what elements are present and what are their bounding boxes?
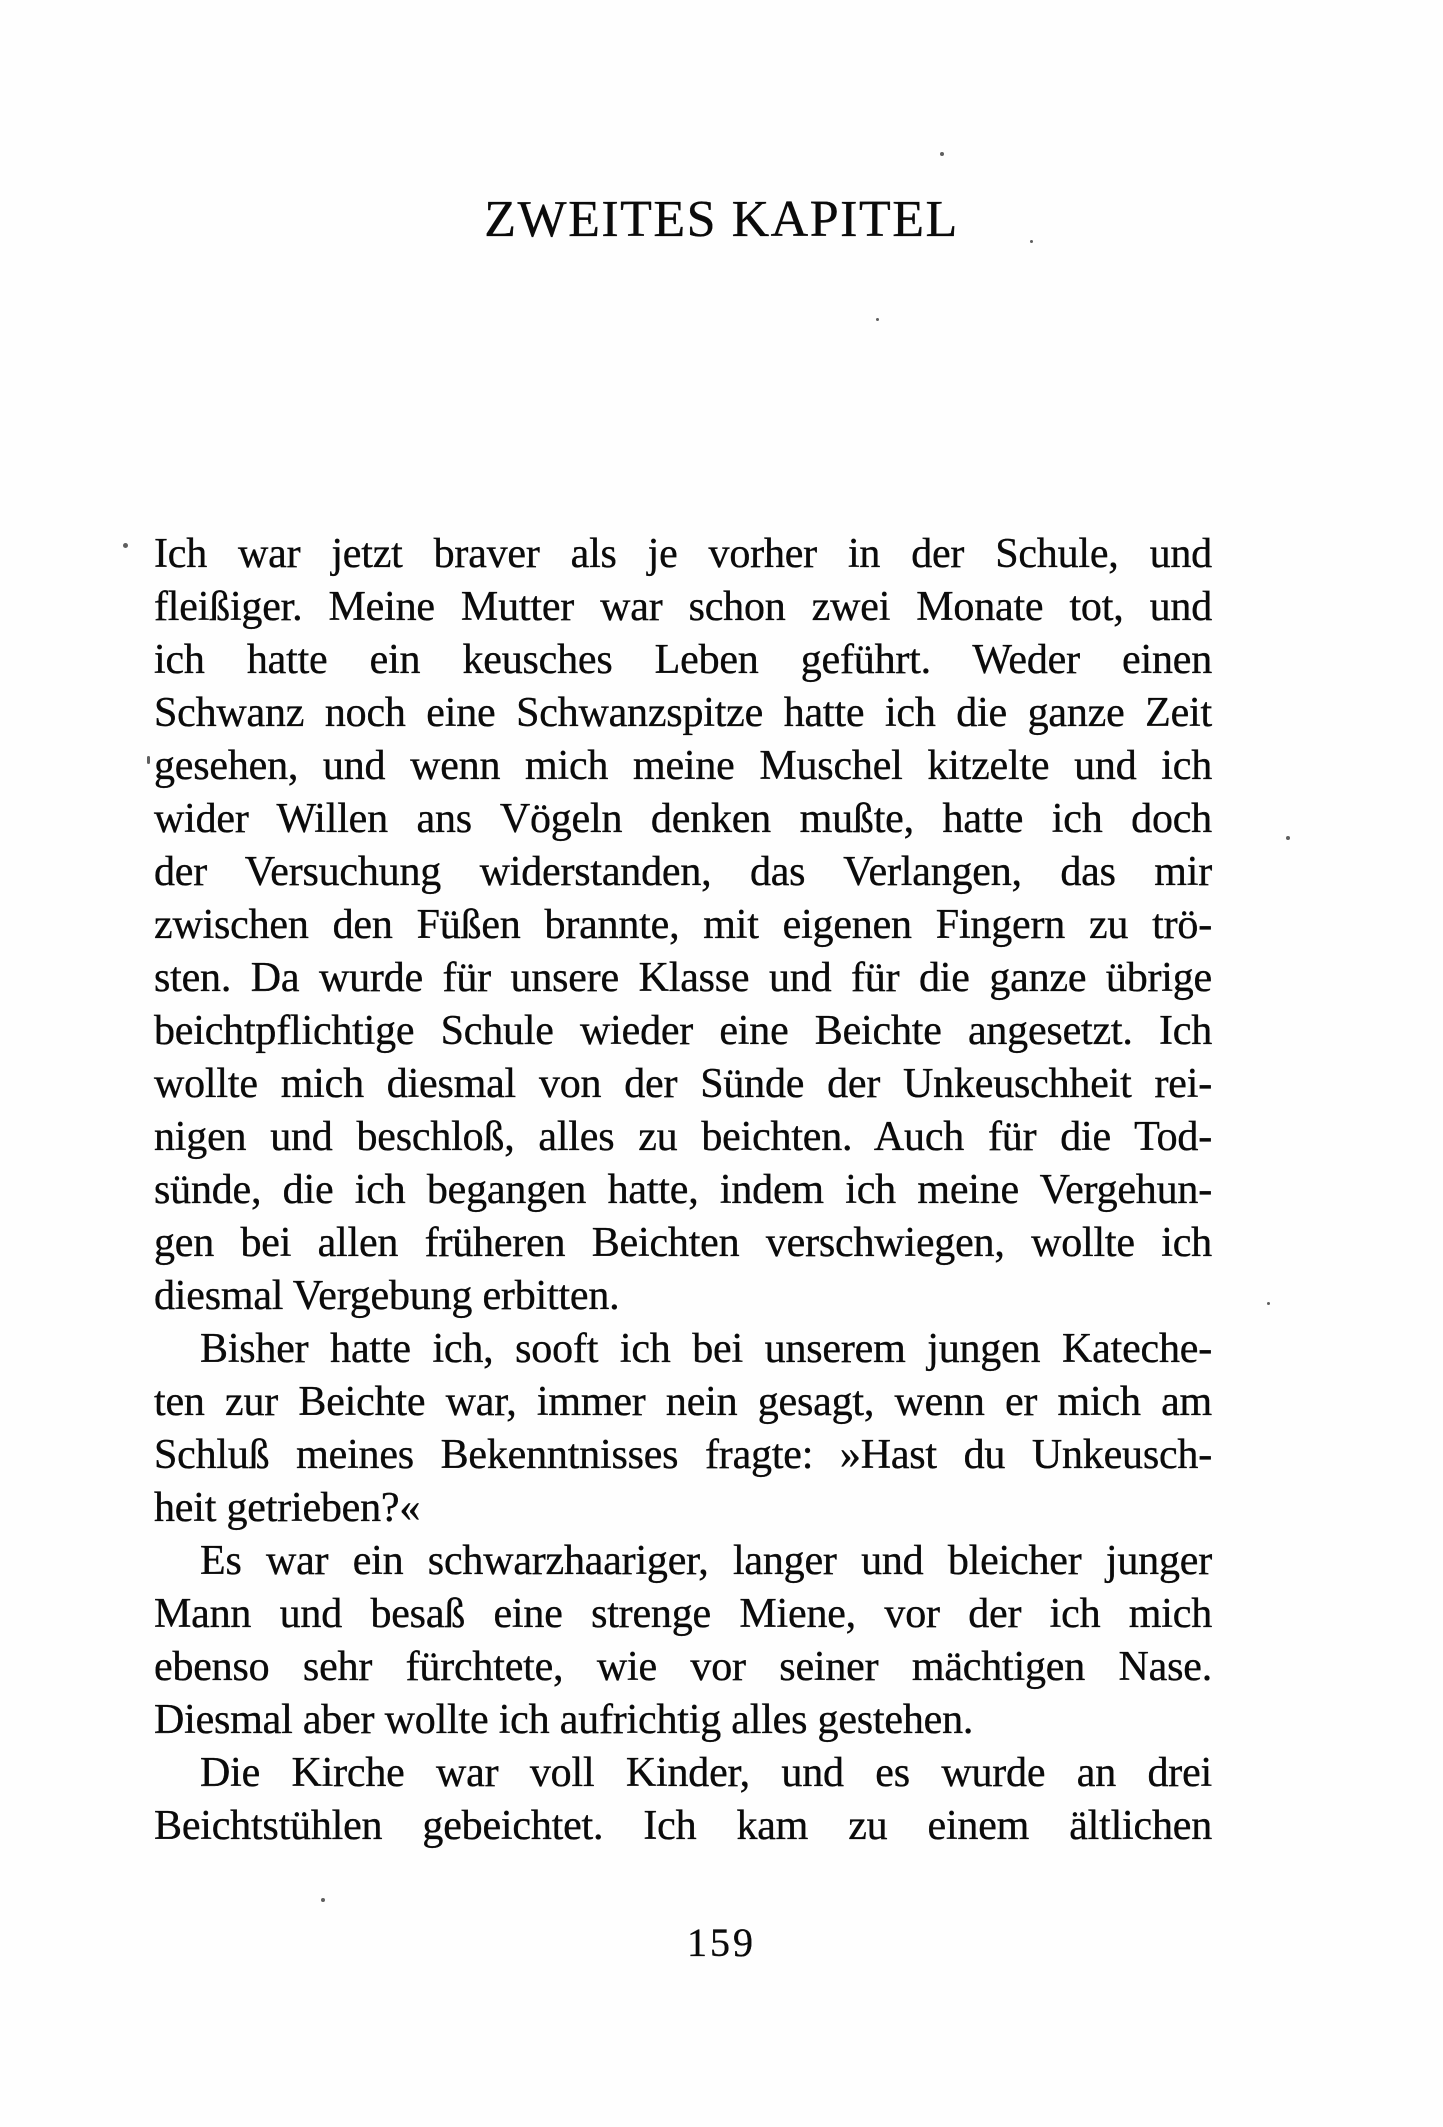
text-line: gen bei allen früheren Beichten verschwiegen, wollte ich [154,1220,1212,1266]
text-line: beichtpflichtige Schule wieder eine Beichte angesetzt. Ich [154,1008,1212,1054]
text-line: Schluß meines Bekenntnisses fragte: »Hast du Unkeusch- [154,1432,1212,1478]
text-line: wider Willen ans Vögeln denken mußte, hatte ich doch [154,796,1212,842]
text-line: Es war ein schwarzhaariger, langer und bleicher junger [200,1538,1212,1584]
text-line: ebenso sehr fürchtete, wie vor seiner mächtigen Nase. [154,1644,1212,1690]
text-line: Die Kirche war voll Kinder, und es wurde an drei [200,1750,1212,1796]
chapter-title: ZWEITES KAPITEL [484,191,959,248]
text-line: Mann und besaß eine strenge Miene, vor der ich mich [154,1591,1212,1637]
scan-artifact [1286,836,1290,840]
text-line: Ich war jetzt braver als je vorher in der Schule, und [154,531,1212,577]
scan-artifact [321,1898,325,1902]
text-line: Schwanz noch eine Schwanzspitze hatte ich die ganze Zeit [154,690,1212,736]
page-number: 159 [687,1920,756,1965]
scan-artifact [940,152,944,156]
text-line: nigen und beschloß, alles zu beichten. Auch für die Tod- [154,1114,1212,1160]
text-line: fleißiger. Meine Mutter war schon zwei Monate tot, und [154,584,1212,630]
text-line: ten zur Beichte war, immer nein gesagt, wenn er mich am [154,1379,1212,1425]
text-line: diesmal Vergebung erbitten. [154,1273,620,1319]
scan-artifact [1267,1302,1270,1305]
scan-artifact [876,318,879,321]
text-line: wollte mich diesmal von der Sünde der Unkeuschheit rei- [154,1061,1212,1107]
text-line: Bisher hatte ich, sooft ich bei unserem jungen Kateche- [200,1326,1212,1372]
body-text [154,528,1212,1853]
text-line: gesehen, und wenn mich meine Muschel kitzelte und ich [154,743,1212,789]
text-line: sten. Da wurde für unsere Klasse und für die ganze übrige [154,955,1212,1001]
text-line: Beichtstühlen gebeichtet. Ich kam zu einem ältlichen [154,1803,1212,1849]
scan-artifact [123,543,128,548]
text-line: der Versuchung widerstanden, das Verlangen, das mir [154,849,1212,895]
text-line: ich hatte ein keusches Leben geführt. Weder einen [154,637,1212,683]
text-line: zwischen den Füßen brannte, mit eigenen Fingern zu trö- [154,902,1212,948]
scan-artifact [1030,240,1033,243]
text-line: sünde, die ich begangen hatte, indem ich meine Vergehun- [154,1167,1212,1213]
text-line: Diesmal aber wollte ich aufrichtig alles gestehen. [154,1697,974,1743]
scan-artifact [147,756,150,764]
text-line: heit getrieben?« [154,1485,421,1531]
